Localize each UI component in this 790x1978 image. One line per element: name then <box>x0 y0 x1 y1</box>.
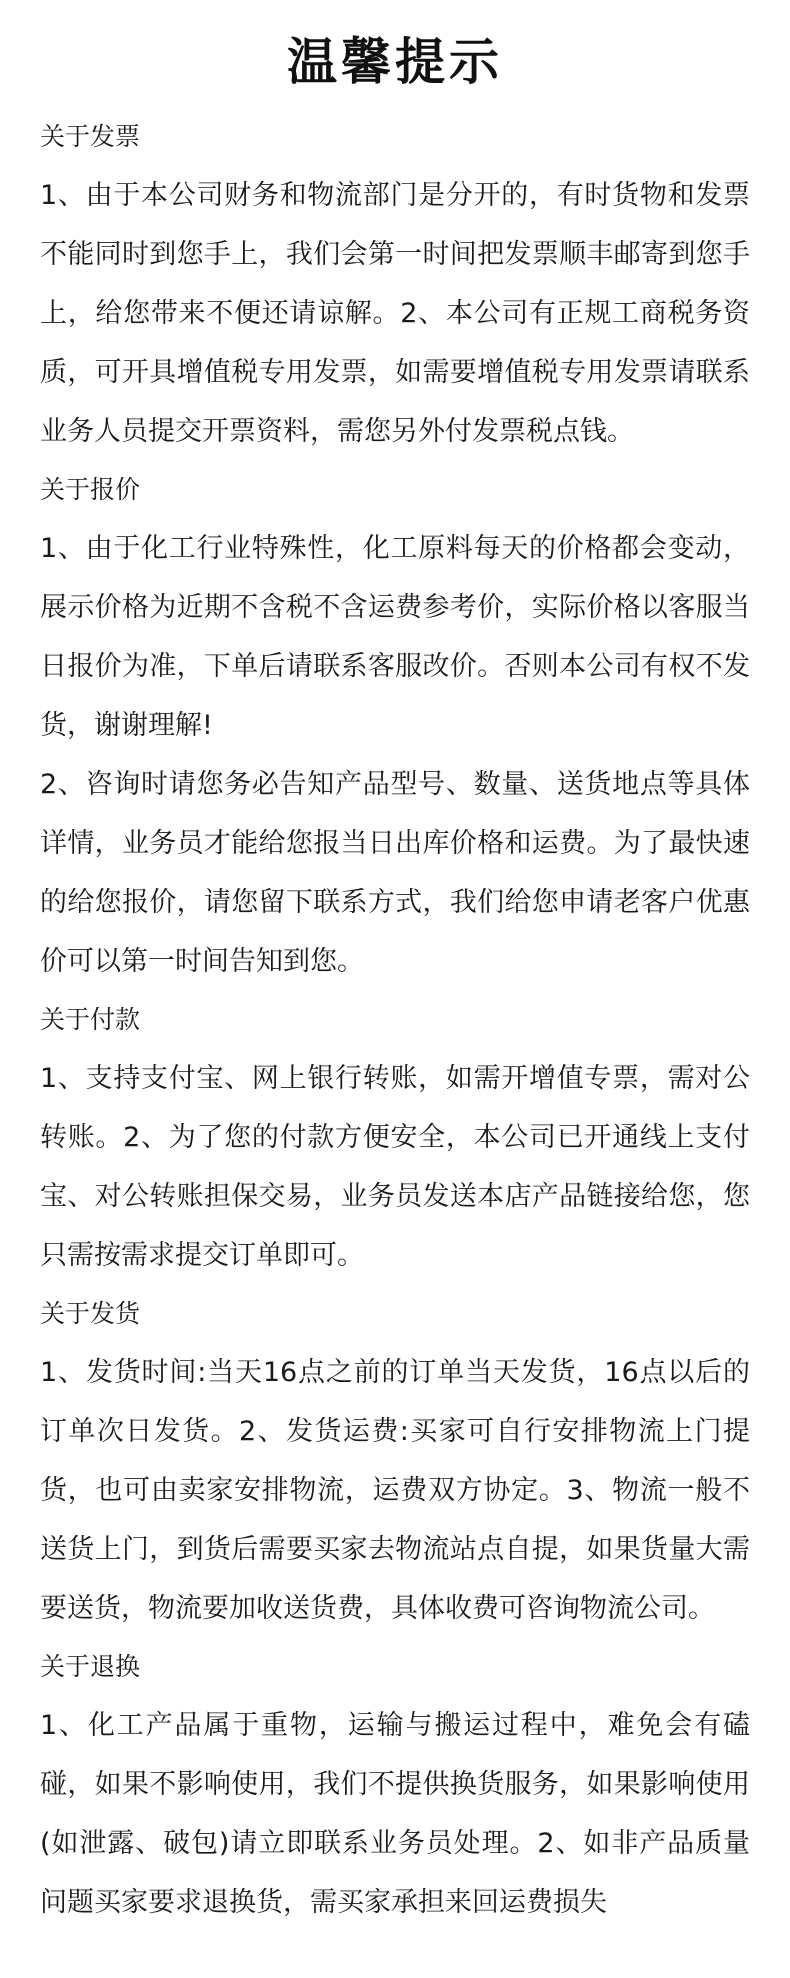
section-paragraph: 1、发货时间:当天16点之前的订单当天发货，16点以后的订单次日发货。2、发货运费:买家可自行安排物流上门提货，也可由卖家安排物流，运费双方协定。3、物流一般不送货上门，到货后需要买家去物流站点自提，如果货量大需要送货，物流要加收送货费，具体收费可咨询物流公司。 <box>40 1357 750 1624</box>
section-quotation <box>40 461 750 991</box>
section-invoice <box>40 108 750 461</box>
section-returns <box>40 1638 750 1932</box>
section-heading-quotation: 关于报价 <box>40 475 141 504</box>
page-title: 温馨提示 <box>287 32 503 91</box>
section-paragraph: 1、由于本公司财务和物流部门是分开的，有时货物和发票不能同时到您手上，我们会第一时间把发票顺丰邮寄到您手上，给您带来不便还请谅解。2、本公司有正规工商税务资质，可开具增值税专用发票，如需要增值税专用发票请联系业务人员提交开票资料，需您另外付发票税点钱。 <box>40 180 750 447</box>
section-paragraph: 1、化工产品属于重物，运输与搬运过程中，难免会有磕碰，如果不影响使用，我们不提供换货服务，如果影响使用(如泄露、破包)请立即联系业务员处理。2、如非产品质量问题买家要求退换货，需买家承担来回运费损失 <box>40 1710 750 1918</box>
section-heading-payment: 关于付款 <box>40 1005 141 1034</box>
section-paragraph: 2、咨询时请您务必告知产品型号、数量、送货地点等具体详情，业务员才能给您报当日出库价格和运费。为了最快速的给您报价，请您留下联系方式，我们给您申请老客户优惠价可以第一时间告知到您。 <box>40 769 750 977</box>
section-heading-shipping: 关于发货 <box>40 1299 141 1328</box>
section-paragraph: 1、支持支付宝、网上银行转账，如需开增值专票，需对公转账。2、为了您的付款方便安全，本公司已开通线上支付宝、对公转账担保交易，业务员发送本店产品链接给您，您只需按需求提交订单即可。 <box>40 1063 750 1271</box>
section-heading-invoice: 关于发票 <box>40 122 141 151</box>
section-heading-returns: 关于退换 <box>40 1652 141 1681</box>
section-shipping <box>40 1285 750 1638</box>
section-payment <box>40 991 750 1285</box>
section-paragraph: 1、由于化工行业特殊性，化工原料每天的价格都会变动，展示价格为近期不含税不含运费参考价，实际价格以客服当日报价为准，下单后请联系客服改价。否则本公司有权不发货，谢谢理解! <box>40 533 750 741</box>
